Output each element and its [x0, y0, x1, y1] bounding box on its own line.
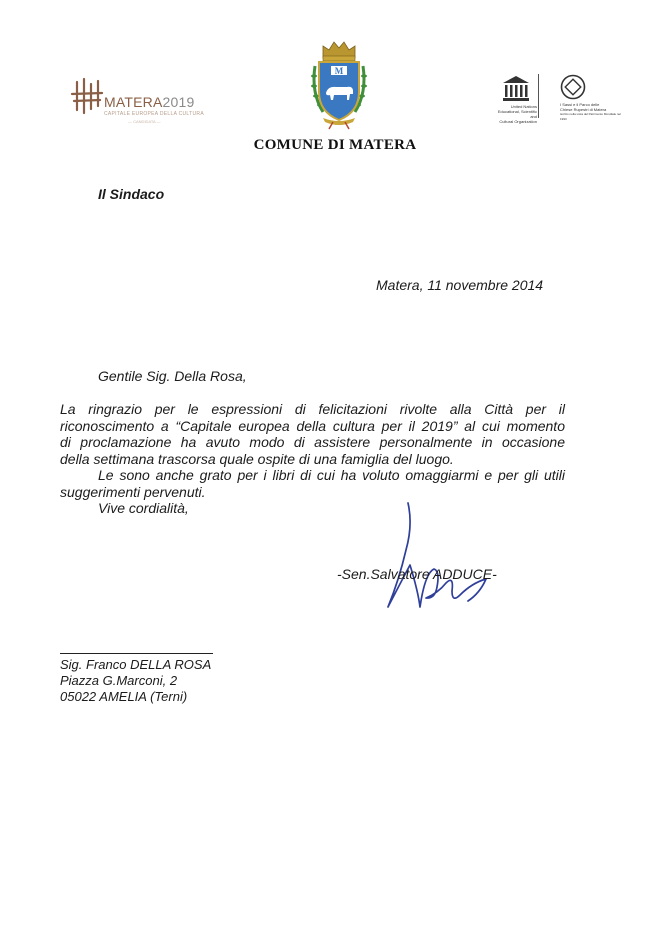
svg-text:M: M [334, 66, 344, 76]
unesco-temple-icon [501, 74, 531, 102]
address-line: 05022 AMELIA (Terni) [60, 689, 188, 704]
address-line: Piazza G.Marconi, 2 [60, 673, 178, 688]
matera-2019-tagline: CAPITALE EUROPEA DELLA CULTURA [104, 111, 204, 117]
address-line: Sig. Franco DELLA ROSA [60, 657, 212, 672]
matera-2019-subline: — CANDIDATA — [128, 119, 161, 124]
closing-line: Vive cordialità, [98, 500, 189, 516]
salutation: Gentile Sig. Della Rosa, [98, 368, 247, 384]
world-heritage-site-text: I Sassi e il Parco delle Chiese Rupestri di Matera iscritto nella Lista del Patrimonio Mondiale nel 1993 [560, 102, 621, 121]
handwritten-signature [380, 495, 500, 620]
matera-2019-mark-icon [70, 76, 104, 116]
unesco-divider [538, 74, 539, 118]
address-divider [60, 653, 213, 654]
unesco-logos [497, 74, 627, 124]
body-line: suggerimenti pervenuti. [60, 483, 206, 500]
body-line: della settimana trascorsa quale ospite di una famiglia del luogo. [60, 450, 454, 467]
letter-date: Matera, 11 novembre 2014 [376, 277, 544, 293]
world-heritage-emblem-icon [560, 74, 586, 100]
body-line: di proclamazione ha avuto modo di assistere personalmente in occasione [60, 434, 565, 450]
matera-2019-name: MATERA2019 [104, 94, 195, 110]
signer-role: Il Sindaco [98, 186, 165, 202]
body-line: La ringrazio per le espressioni di felicitazioni rivolte alla Città per il [60, 401, 565, 417]
matera-2019-logo [70, 76, 205, 122]
unesco-org-text: United Nations Educational, Scientific and Cultural Organization [497, 104, 537, 124]
body-line: Le sono anche grato per i libri di cui ha voluto omaggiarmi e per gli utili [98, 467, 565, 483]
letterhead-title: COMUNE DI MATERA [253, 137, 417, 153]
city-crest-icon [309, 38, 369, 130]
body-line: riconoscimento a “Capitale europea della cultura per il 2019” al cui momento [60, 417, 565, 434]
matera-2019-year: 2019 [162, 94, 195, 110]
recipient-address [60, 657, 211, 705]
signer-name: -Sen.Salvatore ADDUCE- [337, 566, 497, 582]
